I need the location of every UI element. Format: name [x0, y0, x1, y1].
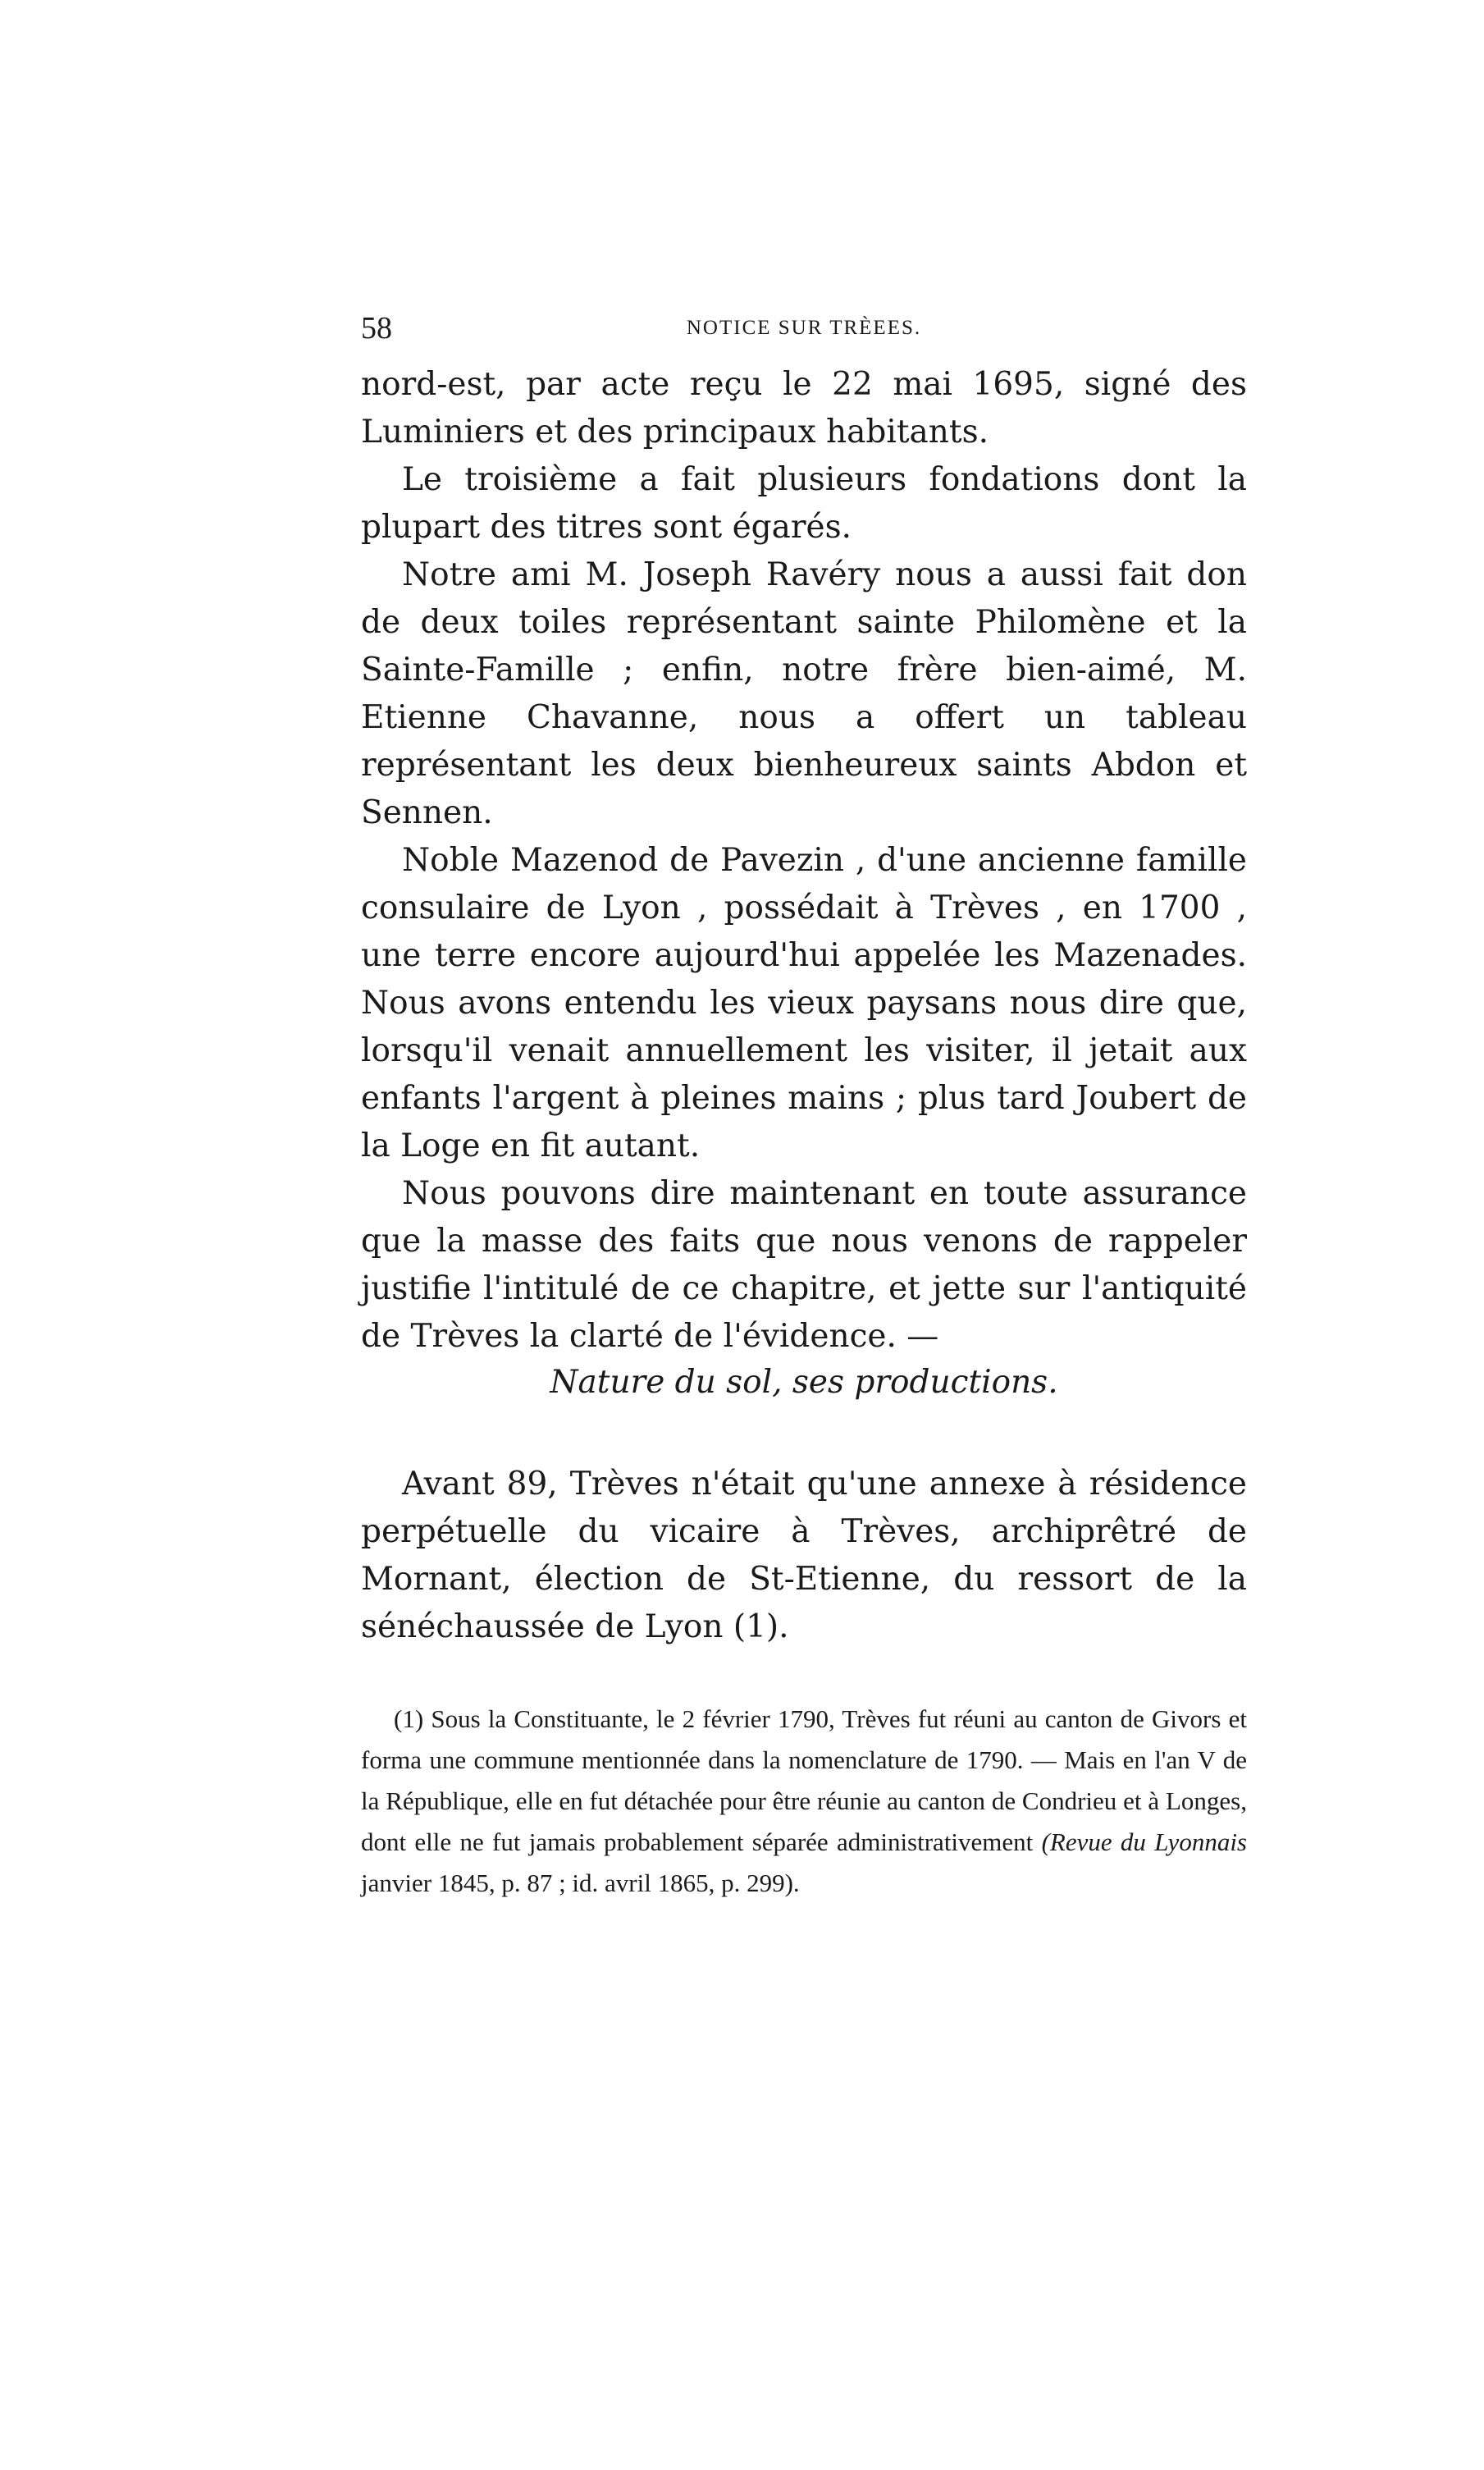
footnote — [361, 1699, 1247, 1904]
footnote-main: (1) Sous la Constituante, le 2 février 1790, Trèves fut réuni au canton de Givors et forma une commune mentionnée dans la nomenclature de 1790. — Mais en l'an V de la République, elle en fut détachée pour être réunie au canton de Condrieu et à Longes, dont elle ne fut jamais probablement séparée administrativement — [361, 1704, 1247, 1856]
paragraph: Le troisième a fait plusieurs fondations dont la plupart des titres sont égarés. — [361, 461, 1247, 546]
paragraph: Avant 89, Trèves n'était qu'une annexe à résidence perpétuelle du vicaire à Trèves, archiprêtré de Mornant, élection de St-Etienne, du ressort de la sénéchaussée de Lyon (1). — [361, 1466, 1247, 1645]
section-text — [361, 1461, 1247, 1651]
paragraph: nord-est, par acte reçu le 22 mai 1695, signé des Luminiers et des principaux habitants. — [361, 366, 1247, 451]
paragraph: Notre ami M. Joseph Ravéry nous a aussi fait don de deux toiles représentant sainte Philomène et la Sainte-Famille ; enfin, notre frère bien-aimé, M. Etienne Chavanne, nous a offert un tableau représentant les deux bienheureux saints Abdon et Sennen. — [361, 556, 1247, 831]
main-text — [361, 361, 1247, 1361]
page-header — [361, 310, 1247, 351]
footnote-citation: (Revue du Lyonnais — [1041, 1827, 1247, 1856]
footnote-text — [361, 1699, 1247, 1904]
running-title: NOTICE SUR TRÈEES. — [686, 317, 922, 339]
footnote-end: janvier 1845, p. 87 ; id. avril 1865, p. 299). — [361, 1869, 800, 1897]
page-number: 58 — [361, 311, 392, 345]
section-title: Nature du sol, ses productions. — [550, 1364, 1058, 1401]
paragraph: Noble Mazenod de Pavezin , d'une ancienne famille consulaire de Lyon , possédait à Trèves , en 1700 , une terre encore aujourd'hui appelée les Mazenades. Nous avons entendu les vieux paysans nous dire que, lorsqu'il venait annuellement les visiter, il jetait aux enfants l'argent à pleines mains ; plus tard Joubert de la Loge en fit autant. — [361, 842, 1247, 1164]
paragraph: Nous pouvons dire maintenant en toute assurance que la masse des faits que nous venons de rappeler justifie l'intitulé de ce chapitre, et jette sur l'antiquité de Trèves la clarté de l'évidence. — — [361, 1175, 1247, 1355]
